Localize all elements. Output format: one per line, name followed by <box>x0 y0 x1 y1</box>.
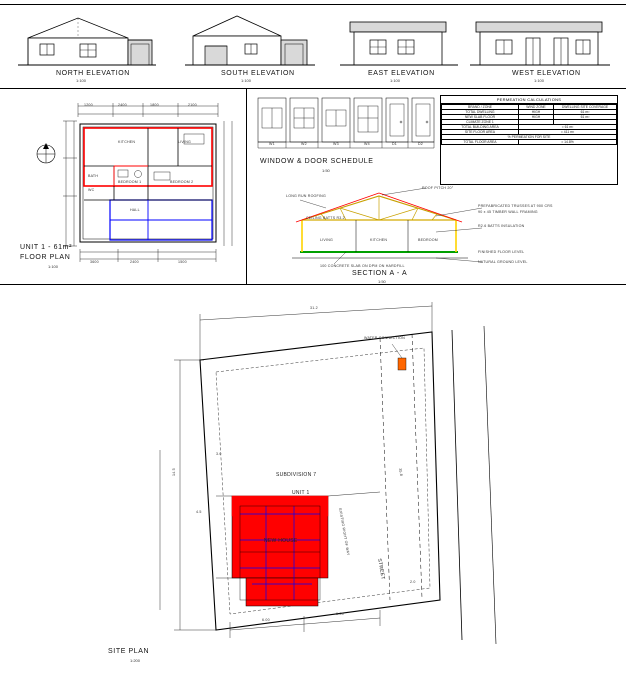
section-room-bedroom: BEDROOM <box>418 238 438 242</box>
window-door-schedule-scale: 1:50 <box>322 168 330 173</box>
north-elevation-label: NORTH ELEVATION <box>56 70 130 77</box>
room-label-living: LIVING <box>178 140 191 144</box>
sheet-top-border <box>0 4 626 5</box>
calc-r3-c1: = 61 m² <box>519 125 617 130</box>
section-annotation-ceiling-batts: CEILING BATTS R3.2 <box>306 216 345 220</box>
east-elevation <box>340 10 458 83</box>
floor-plan-dim-top-3: 1800 <box>150 103 159 107</box>
section-annotation-ngl: NATURAL GROUND LEVEL <box>478 260 528 264</box>
right-of-way-label: EXISTING RIGHT OF WAY <box>338 508 351 556</box>
floor-plan-dim-bottom-2: 2400 <box>130 260 139 264</box>
west-elevation-label: WEST ELEVATION <box>512 70 581 77</box>
table-row <box>442 140 617 145</box>
calc-r4-c0: SITE FLOOR AREA <box>442 130 519 135</box>
section-annotation-roofing: LONG RUN ROOFING <box>286 194 326 198</box>
schedule-col-w4: W4 <box>364 142 370 146</box>
section-room-kitchen: KITCHEN <box>370 238 388 242</box>
room-label-bedroom1: BEDROOM 1 <box>118 180 142 184</box>
section-room-living: LIVING <box>320 238 333 242</box>
site-offset-3: 2.0 <box>410 580 416 584</box>
schedule-col-w3: W3 <box>333 142 339 146</box>
calc-r1-c0: NEW SLAB FLOOR <box>442 115 519 120</box>
room-label-hall: HALL <box>130 208 140 212</box>
calc-r0-c0: TOTAL DWELLING <box>442 110 519 115</box>
calculations-header-row <box>442 105 617 110</box>
section-annotation-roof-pitch: ROOF PITCH 20° <box>422 186 454 190</box>
north-elevation-scale: 1:100 <box>76 78 87 83</box>
room-label-wc: WC <box>88 188 95 192</box>
calc-r6-c0: TOTAL FLOOR AREA <box>442 140 519 145</box>
site-plan-scale: 1:200 <box>130 658 141 663</box>
middle-band-divider-left <box>246 88 247 284</box>
site-dim-bottom-2: 6.00 <box>336 612 344 616</box>
schedule-col-w1: W1 <box>269 142 275 146</box>
floor-plan-scale: 1:100 <box>48 264 59 269</box>
middle-band-bottom-border <box>0 284 626 285</box>
street-label: STREET <box>376 558 386 581</box>
floor-plan <box>18 96 240 276</box>
new-house-label: NEW HOUSE <box>264 538 298 544</box>
site-dim-top: 31.2 <box>310 306 318 310</box>
site-plan <box>80 300 580 676</box>
calc-r0-c2: 61 m² <box>554 110 617 115</box>
water-connection-label: WATER CONNECTION <box>364 336 405 340</box>
calc-r1-c1: HIGH <box>519 115 554 120</box>
room-label-bedroom2: BEDROOM 2 <box>170 180 194 184</box>
floor-plan-title: UNIT 1 - 61m² <box>20 244 73 251</box>
floor-plan-dim-bottom-1: 3600 <box>90 260 99 264</box>
section-a-a <box>286 186 553 284</box>
schedule-col-d2: D2 <box>418 142 423 146</box>
floor-plan-dim-top-2: 2400 <box>118 103 127 107</box>
calc-r6-c1: = 14.8% <box>519 140 617 145</box>
site-plan-label: SITE PLAN <box>108 648 150 655</box>
east-elevation-label: EAST ELEVATION <box>368 70 435 77</box>
section-annotation-slab: 100 CONCRETE SLAB ON DPM ON HARDFILL <box>320 264 405 268</box>
west-elevation-scale: 1:100 <box>534 78 545 83</box>
floor-plan-dim-bottom-3: 1500 <box>178 260 187 264</box>
west-elevation <box>470 10 610 83</box>
calculations-grid <box>441 104 617 145</box>
section-annotation-batts: R2.6 BATTS INSULATION <box>478 224 525 228</box>
unit-label: UNIT 1 <box>292 490 310 496</box>
floor-plan-dim-top-1: 1200 <box>84 103 93 107</box>
calc-r0-c1: HIGH <box>519 110 554 115</box>
subdivision-label: SUBDIVISION 7 <box>276 472 317 478</box>
calculations-table <box>440 95 618 185</box>
floor-plan-dim-top-4: 2100 <box>188 103 197 107</box>
site-dim-left: 14.5 <box>172 468 176 476</box>
room-label-bath: BATH <box>88 174 99 178</box>
section-scale: 1:50 <box>378 279 386 284</box>
section-annotation-ffl: FINISHED FLOOR LEVEL <box>478 250 525 254</box>
site-dim-bottom-1: 6.00 <box>262 618 270 622</box>
schedule-col-w2: W2 <box>301 142 307 146</box>
calc-r4-c1: = 411 m² <box>519 130 617 135</box>
site-offset-1: 3.0 <box>216 452 222 456</box>
schedule-col-d1: D1 <box>392 142 397 146</box>
calc-header-1: WIND ZONE <box>519 105 554 110</box>
section-annotation-trusses: PREFABRICATED TRUSSES AT 900 CRS <box>478 204 553 208</box>
elevation-band-bottom-border <box>0 88 626 89</box>
window-door-schedule-label: WINDOW & DOOR SCHEDULE <box>260 158 374 165</box>
south-elevation <box>185 10 315 83</box>
calc-r1-c2: 61 m² <box>554 115 617 120</box>
calc-r2-c0: CLIMATE ZONE 1 <box>442 120 519 125</box>
calc-header-2: DWELLING SITE COVERAGE <box>554 105 617 110</box>
room-label-kitchen: KITCHEN <box>118 140 136 144</box>
north-elevation <box>18 10 156 83</box>
window-door-schedule <box>256 96 436 176</box>
calculations-title: PERMEATION CALCULATIONS <box>441 96 617 104</box>
section-annotation-wall-framing: 90 x 45 TIMBER WALL FRAMING <box>478 210 538 214</box>
calc-r3-c0: TOTAL BUILDING AREA <box>442 125 519 130</box>
site-dim-right-boundary: 35.8 <box>398 468 404 477</box>
calc-header-0: BRAND / ZONE <box>442 105 519 110</box>
section-label: SECTION A - A <box>352 270 408 277</box>
site-offset-2: 4.5 <box>196 510 202 514</box>
floor-plan-subtitle: FLOOR PLAN <box>20 254 71 261</box>
south-elevation-label: SOUTH ELEVATION <box>221 70 295 77</box>
east-elevation-scale: 1:100 <box>390 78 401 83</box>
south-elevation-scale: 1:100 <box>241 78 252 83</box>
calc-r5-c0: % PERMEATION FOR SITE <box>442 135 617 140</box>
